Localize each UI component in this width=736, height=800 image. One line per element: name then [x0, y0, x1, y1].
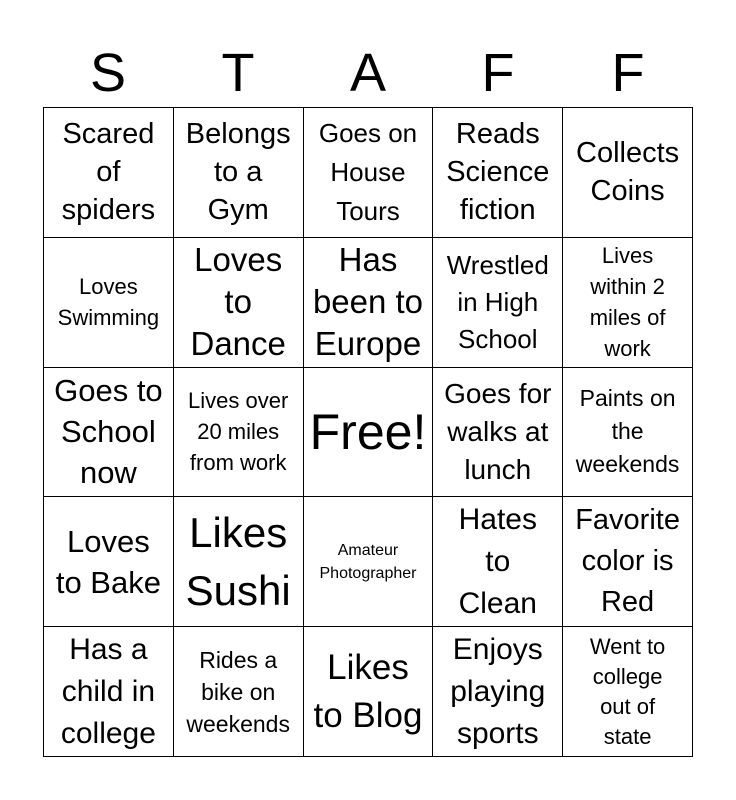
bingo-cell-text: Likes to Blog: [313, 647, 423, 735]
free-space[interactable]: [304, 368, 434, 498]
bingo-cell-text: Scared of spiders: [61, 118, 156, 227]
bingo-cell-text: Lives within 2 miles of work: [589, 243, 666, 362]
bingo-cell-text: Loves Swimming: [57, 274, 160, 331]
bingo-cell-r2c5[interactable]: [563, 238, 693, 368]
bingo-cell-text: Wrestled in High School: [446, 249, 549, 354]
bingo-cell-r4c2[interactable]: [174, 497, 304, 627]
bingo-cell-text: Reads Science fiction: [446, 118, 550, 227]
header-letter-s: S: [89, 43, 127, 103]
bingo-cell-r2c2[interactable]: [174, 238, 304, 368]
header-letter-t: T: [221, 43, 255, 103]
bingo-cell-r5c4[interactable]: [433, 627, 563, 757]
bingo-cell-text: Amateur Photographer: [319, 541, 417, 582]
bingo-cell-r3c2[interactable]: [174, 368, 304, 498]
bingo-cell-r5c3[interactable]: [304, 627, 434, 757]
bingo-cell-r1c1[interactable]: [44, 108, 174, 238]
bingo-cell-text: Likes Sushi: [185, 508, 291, 614]
bingo-cell-text: Goes for walks at lunch: [444, 377, 552, 485]
bingo-cell-r3c5[interactable]: [563, 368, 693, 498]
bingo-cell-r3c1[interactable]: [44, 368, 174, 498]
bingo-cell-r2c1[interactable]: [44, 238, 174, 368]
bingo-cell-r5c5[interactable]: [563, 627, 693, 757]
bingo-cell-r1c4[interactable]: [433, 108, 563, 238]
header-letter-f1: F: [481, 43, 515, 103]
bingo-cell-text: Lives over 20 miles from work: [188, 388, 289, 476]
bingo-cell-text: Enjoys playing sports: [450, 632, 546, 750]
bingo-cell-r1c5[interactable]: [563, 108, 693, 238]
bingo-cell-r1c2[interactable]: [174, 108, 304, 238]
bingo-header: [43, 40, 693, 106]
bingo-board: [43, 107, 693, 757]
bingo-cell-text: Collects Coins: [576, 137, 680, 208]
bingo-cell-r5c2[interactable]: [174, 627, 304, 757]
bingo-cell-text: Hates to Clean: [458, 502, 537, 620]
bingo-cell-text: Belongs to a Gym: [185, 118, 291, 227]
bingo-cell-text: Loves to Bake: [55, 523, 161, 600]
bingo-cell-text: Loves to Dance: [190, 241, 286, 363]
bingo-cell-text: Goes to School now: [54, 373, 163, 491]
bingo-cell-text: Favorite color is Red: [575, 504, 680, 619]
header-letter-f2: F: [611, 43, 645, 103]
bingo-cell-r4c1[interactable]: [44, 497, 174, 627]
bingo-cell-r3c4[interactable]: [433, 368, 563, 498]
free-space-text: Free!: [309, 403, 427, 460]
bingo-cell-r4c5[interactable]: [563, 497, 693, 627]
header-letter-a: A: [349, 43, 387, 103]
bingo-cell-text: Has a child in college: [60, 632, 156, 750]
bingo-cell-r1c3[interactable]: [304, 108, 434, 238]
bingo-cell-r2c3[interactable]: [304, 238, 434, 368]
bingo-cell-r4c3[interactable]: [304, 497, 434, 627]
bingo-cell-text: Has been to Europe: [312, 241, 424, 363]
bingo-cell-text: Went to college out of state: [589, 633, 666, 749]
bingo-cell-text: Goes on House Tours: [318, 117, 418, 226]
bingo-cell-text: Paints on the weekends: [575, 385, 680, 478]
bingo-cell-r4c4[interactable]: [433, 497, 563, 627]
bingo-cell-r2c4[interactable]: [433, 238, 563, 368]
bingo-cell-r5c1[interactable]: [44, 627, 174, 757]
bingo-cell-text: Rides a bike on weekends: [186, 646, 290, 737]
